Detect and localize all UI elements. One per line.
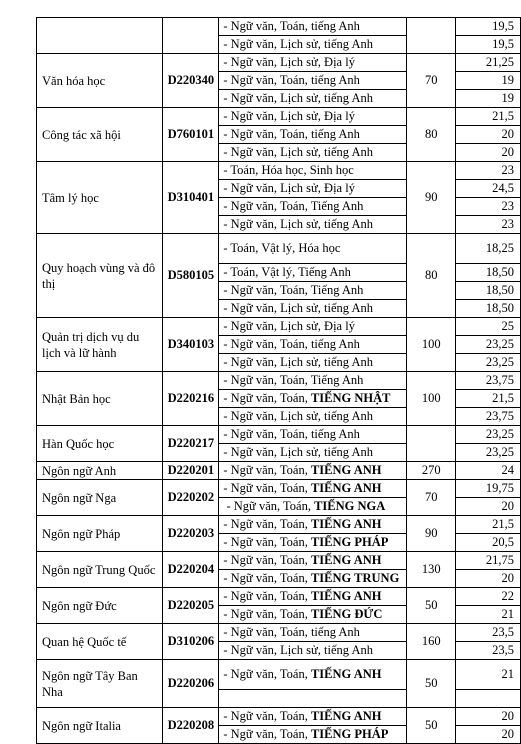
major-name: Ngôn ngữ Italia [37,708,163,744]
combination-text: - Ngữ văn, Lịch sử, tiếng Anh [223,643,373,657]
major-code: D220208 [163,708,219,744]
subject-combination [219,372,407,390]
major-name: Quan hệ Quốc tế [37,624,163,660]
subject-combination [219,408,407,426]
subject-combination [219,708,407,726]
subject-combination [219,216,407,234]
emphasized-subject: TIẾNG PHÁP [310,535,389,549]
quota: 70 [407,54,456,108]
table-row [37,54,521,72]
subject-combination [219,234,407,264]
combination-text: - Ngữ văn, Lịch sử, tiếng Anh [223,91,373,105]
quota [407,18,456,54]
quota: 80 [407,234,456,318]
table-row [37,318,521,336]
combination-text: - Ngữ văn, Toán, Tiếng Anh [223,373,364,387]
subject-combination [219,180,407,198]
table-row [37,372,521,390]
major-name: Quy hoạch vùng và đô thị [37,234,163,318]
combination-text: - Ngữ văn, Toán, Tiếng Anh [223,199,364,213]
combination-text: - Ngữ văn, Toán, [223,607,311,621]
combination-text: - Ngữ văn, Lịch sử, tiếng Anh [223,37,373,51]
table-row [37,18,521,36]
combination-text: - Ngữ văn, Lịch sử, tiếng Anh [223,145,373,159]
combination-text: - Ngữ văn, Toán, [223,391,311,405]
subject-combination [219,90,407,108]
combination-text: - Ngữ văn, Lịch sử, tiếng Anh [223,445,373,459]
cutoff-score: 19 [456,72,521,90]
combination-text: - Ngữ văn, Toán, [223,481,311,495]
subject-combination [219,36,407,54]
major-code: D220203 [163,516,219,552]
major-code [163,18,219,54]
subject-combination [219,642,407,660]
major-code: D220340 [163,54,219,108]
subject-combination [219,144,407,162]
cutoff-score: 20 [456,498,521,516]
quota: 130 [407,552,456,588]
subject-combination [219,354,407,372]
combination-text: - Ngữ văn, Toán, [223,535,311,549]
cutoff-score: 23 [456,162,521,180]
cutoff-score: 21,5 [456,516,521,534]
emphasized-subject: TIẾNG ANH [310,463,382,477]
quota: 100 [407,372,456,426]
cutoff-score: 19,5 [456,36,521,54]
emphasized-subject: TIẾNG NHẬT [310,391,391,405]
subject-combination [219,498,407,516]
major-name: Ngôn ngữ Đức [37,588,163,624]
subject-combination [219,534,407,552]
cutoff-score: 23,75 [456,372,521,390]
admission-scores-table [36,17,521,744]
combination-text: - Ngữ văn, Lịch sử, tiếng Anh [223,217,373,231]
combination-text: - Ngữ văn, Toán, [223,727,311,741]
cutoff-score: 23,25 [456,426,521,444]
major-name: Ngôn ngữ Pháp [37,516,163,552]
quota [407,426,456,462]
cutoff-score: 20 [456,726,521,744]
subject-combination [219,606,407,624]
emphasized-subject: TIẾNG ANH [310,589,382,603]
table-row [37,516,521,534]
emphasized-subject: TIẾNG NGA [314,499,386,513]
cutoff-score: 19,75 [456,480,521,498]
quota: 50 [407,708,456,744]
cutoff-score: 23,5 [456,642,521,660]
cutoff-score: 19,5 [456,18,521,36]
major-code: D220216 [163,372,219,426]
cutoff-score: 23,25 [456,354,521,372]
combination-text: - Ngữ văn, Toán, [223,589,311,603]
cutoff-score: 23 [456,216,521,234]
combination-text: - Toán, Vật lý, Tiếng Anh [223,265,351,279]
major-code: D220204 [163,552,219,588]
subject-combination [219,264,407,282]
cutoff-score: 21,25 [456,54,521,72]
quota: 50 [407,588,456,624]
combination-text: - Ngữ văn, Toán, tiếng Anh [223,73,360,87]
combination-text: - Ngữ văn, Toán, tiếng Anh [223,625,360,639]
cutoff-score: 24,5 [456,180,521,198]
cutoff-score: 20 [456,144,521,162]
subject-combination [219,390,407,408]
subject-combination [219,426,407,444]
subject-combination [219,552,407,570]
quota: 50 [407,660,456,708]
emphasized-subject: TIẾNG ANH [310,481,382,495]
table-row [37,624,521,642]
quota: 160 [407,624,456,660]
combination-text: - Ngữ văn, Lịch sử, tiếng Anh [223,409,373,423]
subject-combination [219,336,407,354]
cutoff-score [456,690,521,708]
combination-text: - Ngữ văn, Lịch sử, tiếng Anh [223,301,373,315]
subject-combination [219,660,407,690]
subject-combination [219,300,407,318]
table-body [37,18,521,744]
cutoff-score: 21,5 [456,390,521,408]
major-code: D310401 [163,162,219,234]
combination-text: - Ngữ văn, Toán, [223,709,311,723]
cutoff-score: 23,75 [456,408,521,426]
subject-combination [219,588,407,606]
major-name: Nhật Bản học [37,372,163,426]
combination-text: - Ngữ văn, Toán, tiếng Anh [223,127,360,141]
combination-text: - Ngữ văn, Lịch sử, Địa lý [223,181,355,195]
major-name: Ngôn ngữ Trung Quốc [37,552,163,588]
table-row [37,660,521,690]
cutoff-score: 21 [456,660,521,690]
cutoff-score: 20 [456,570,521,588]
emphasized-subject: TIẾNG ANH [310,709,382,723]
subject-combination [219,726,407,744]
combination-text: - Ngữ văn, Toán, [223,553,311,567]
cutoff-score: 20 [456,126,521,144]
subject-combination [219,444,407,462]
table-row [37,462,521,480]
cutoff-score: 18,50 [456,300,521,318]
major-code: D310206 [163,624,219,660]
major-code: D220205 [163,588,219,624]
subject-combination [219,162,407,180]
emphasized-subject: TIẾNG ANH [310,667,382,681]
quota: 90 [407,162,456,234]
combination-text: - Ngữ văn, Lịch sử, tiếng Anh [223,355,373,369]
major-name [37,18,163,54]
emphasized-subject: TIẾNG ANH [310,517,382,531]
major-code: D760101 [163,108,219,162]
combination-text: - Ngữ văn, Lịch sử, Địa lý [223,109,355,123]
subject-combination [219,18,407,36]
cutoff-score: 18,25 [456,234,521,264]
subject-combination [219,624,407,642]
table-row [37,588,521,606]
subject-combination [219,690,407,708]
quota: 80 [407,108,456,162]
cutoff-score: 18,50 [456,282,521,300]
combination-text: - Ngữ văn, Toán, [223,463,311,477]
cutoff-score: 18,50 [456,264,521,282]
major-name: Ngôn ngữ Anh [37,462,163,480]
subject-combination [219,516,407,534]
major-name: Ngôn ngữ Nga [37,480,163,516]
major-code: D220206 [163,660,219,708]
subject-combination [219,198,407,216]
major-name: Hàn Quốc học [37,426,163,462]
major-code: D340103 [163,318,219,372]
cutoff-score: 23,25 [456,444,521,462]
subject-combination [219,54,407,72]
cutoff-score: 23,5 [456,624,521,642]
cutoff-score: 21 [456,606,521,624]
major-code: D220202 [163,480,219,516]
cutoff-score: 22 [456,588,521,606]
major-name: Quản trị dịch vụ du lịch và lữ hành [37,318,163,372]
quota: 70 [407,480,456,516]
combination-text: - Ngữ văn, Toán, [223,571,311,585]
cutoff-score: 21,75 [456,552,521,570]
quota: 100 [407,318,456,372]
cutoff-score: 23,25 [456,336,521,354]
major-name: Văn hóa học [37,54,163,108]
combination-text: - Toán, Hóa học, Sinh học [223,163,354,177]
cutoff-score: 19 [456,90,521,108]
table-row [37,162,521,180]
emphasized-subject: TIẾNG PHÁP [310,727,389,741]
combination-text: - Ngữ văn, Toán, [223,667,311,681]
table-row [37,552,521,570]
combination-text: - Ngữ văn, Toán, tiếng Anh [223,19,360,33]
combination-text: - Ngữ văn, Toán, tiếng Anh [223,427,360,441]
quota: 90 [407,516,456,552]
cutoff-score: 23 [456,198,521,216]
combination-text: - Ngữ văn, Lịch sử, Địa lý [223,319,355,333]
emphasized-subject: TIẾNG ANH [310,553,382,567]
table-row [37,234,521,264]
cutoff-score: 25 [456,318,521,336]
cutoff-score: 20,5 [456,534,521,552]
cutoff-score: 24 [456,462,521,480]
combination-text: - Ngữ văn, Toán, [223,517,311,531]
subject-combination [219,480,407,498]
subject-combination [219,126,407,144]
combination-text: - Ngữ văn, Toán, tiếng Anh [223,337,360,351]
subject-combination [219,570,407,588]
major-name: Công tác xã hội [37,108,163,162]
table-row [37,708,521,726]
major-code: D580105 [163,234,219,318]
major-name: Ngôn ngữ Tây Ban Nha [37,660,163,708]
major-name: Tâm lý học [37,162,163,234]
combination-text: - Toán, Vật lý, Hóa học [223,241,341,255]
subject-combination [219,462,407,480]
subject-combination [219,318,407,336]
emphasized-subject: TIẾNG TRUNG [310,571,400,585]
table-row [37,480,521,498]
quota: 270 [407,462,456,480]
combination-text: - Ngữ văn, Toán, [223,499,315,513]
cutoff-score: 20 [456,708,521,726]
combination-text: - Ngữ văn, Lịch sử, Địa lý [223,55,355,69]
major-code: D220217 [163,426,219,462]
emphasized-subject: TIẾNG ĐỨC [310,607,383,621]
combination-text: - Ngữ văn, Toán, Tiếng Anh [223,283,364,297]
subject-combination [219,108,407,126]
cutoff-score: 21,5 [456,108,521,126]
table-row [37,426,521,444]
major-code: D220201 [163,462,219,480]
subject-combination [219,282,407,300]
subject-combination [219,72,407,90]
table-row [37,108,521,126]
